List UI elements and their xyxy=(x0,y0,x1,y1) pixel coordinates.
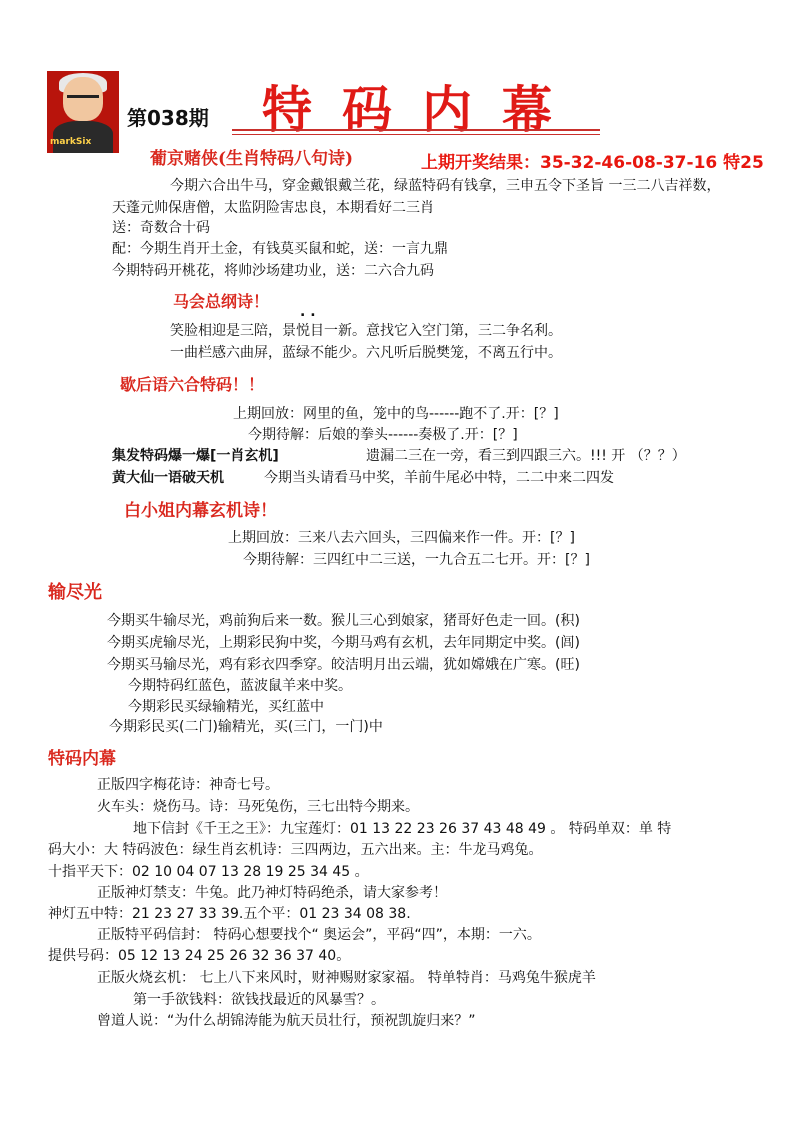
text-line: 正版特平码信封： 特码心想要找个“ 奥运会”，平码“四”，本期：一六。 xyxy=(97,927,541,943)
burst-label: 集发特码爆一爆[一肖玄机] xyxy=(112,448,279,464)
burst-text: 遗漏二三在一旁，看三到四跟三六。!!! 开 （？？） xyxy=(366,448,686,464)
text-line: 一曲栏感六曲屏，蓝绿不能少。六凡听后脱樊笼，不离五行中。 xyxy=(170,345,562,361)
wong-tai-sin-text: 今期当头请看马中奖，羊前牛尾必中特，二二中来二四发 xyxy=(264,470,614,486)
dots: . . xyxy=(300,304,316,320)
text-line: 天蓬元帅保唐僧，太监阴险害忠良，本期看好二三肖 xyxy=(112,200,434,216)
title-rule xyxy=(232,129,600,131)
section-title-inside-info: 特码内幕 xyxy=(48,749,116,769)
text-line: 今期彩民买(二门)输精光，买(三门，一门)中 xyxy=(109,719,383,735)
wong-tai-sin-label: 黄大仙一语破天机 xyxy=(112,470,224,486)
text-line: 提供号码：05 12 13 24 25 26 32 36 37 40。 xyxy=(48,948,351,964)
text-line: 送：奇数合十码 xyxy=(112,220,210,236)
text-line: 笑脸相迎是三陪，景悦目一新。意找它入空门第，三二争名利。 xyxy=(170,323,562,339)
text-line: 今期买马输尽光，鸡有彩衣四季穿。皎洁明月出云端，犹如嫦娥在广寒。(旺) xyxy=(107,657,580,673)
issue-number: 第038期 xyxy=(127,106,209,130)
text-line: 今期彩民买绿输精光，买红蓝中 xyxy=(128,699,324,715)
text-line: 正版四字梅花诗：神奇七号。 xyxy=(97,777,279,793)
last-draw-result: 上期开奖结果：35-32-46-08-37-16 特25 xyxy=(421,153,764,173)
text-line: 第一手欲钱料：欲钱找最近的风暴雪？。 xyxy=(133,992,385,1008)
text-line: 正版神灯禁支：牛兔。此乃神灯特码绝杀，请大家参考！ xyxy=(97,885,447,901)
text-line: 今期买牛输尽光，鸡前狗后来一数。猴儿三心到娘家，猪哥好色走一回。(积) xyxy=(107,613,580,629)
author-photo xyxy=(47,71,119,153)
text-line: 今期待解：后娘的拳头------奏极了.开：[？] xyxy=(248,427,518,443)
text-line: 上期回放：三来八去六回头，三四偏来作一件。开：[？] xyxy=(228,530,575,546)
text-line: 火车头：烧伤马。诗：马死兔伤，三七出特今期来。 xyxy=(97,799,419,815)
photo-caption: markSix xyxy=(50,137,92,147)
text-line: 神灯五中特：21 23 27 33 39.五个平：01 23 34 08 38. xyxy=(48,906,411,922)
section-title-miss-bai: 白小姐内幕玄机诗！ xyxy=(124,501,277,521)
text-line: 曾道人说：“为什么胡锦涛能为航天员壮行，预祝凯旋归来？” xyxy=(97,1013,476,1029)
section-title-poem: 葡京赌侠(生肖特码八句诗) xyxy=(150,149,354,169)
text-line: 今期待解：三四红中二三送，一九合五二七开。开：[？] xyxy=(243,552,590,568)
text-line: 今期特码红蓝色，蓝波鼠羊来中奖。 xyxy=(128,678,352,694)
section-title-jockey-club: 马会总纲诗！ xyxy=(173,292,270,311)
text-line: 码大小：大 特码波色：绿生肖玄机诗：三四两边，五六出来。主：牛龙马鸡兔。 xyxy=(48,842,543,858)
title-rule xyxy=(232,134,600,135)
text-line: 今期特码开桃花，将帅沙场建功业，送：二六合九码 xyxy=(112,263,434,279)
text-line: 地下信封《千王之王》：九宝莲灯：01 13 22 23 26 37 43 48 49 。 特码单双：单 特 xyxy=(133,821,672,837)
section-title-riddle: 歇后语六合特码！！ xyxy=(120,375,265,394)
text-line: 上期回放：网里的鱼，笼中的鸟------跑不了.开：[？] xyxy=(233,406,559,422)
section-title-lose-all: 输尽光 xyxy=(48,582,102,603)
text-line: 今期六合出牛马，穿金戴银戴兰花，绿蓝特码有钱拿，三申五令下圣旨 一三二八吉祥数， xyxy=(170,178,721,194)
text-line: 配：今期生肖开土金，有钱莫买鼠和蛇，送：一言九鼎 xyxy=(112,241,448,257)
text-line: 正版火烧玄机： 七上八下来风时，财神赐财家家福。 特单特肖：马鸡兔牛猴虎羊 xyxy=(97,970,596,986)
text-line: 今期买虎输尽光，上期彩民狗中奖，今期马鸡有玄机，去年同期定中奖。(闾) xyxy=(107,635,580,651)
text-line: 十指平天下：02 10 04 07 13 28 19 25 34 45 。 xyxy=(48,864,369,880)
photo-glasses xyxy=(67,95,99,104)
page-title: 特码内幕 xyxy=(262,80,582,139)
